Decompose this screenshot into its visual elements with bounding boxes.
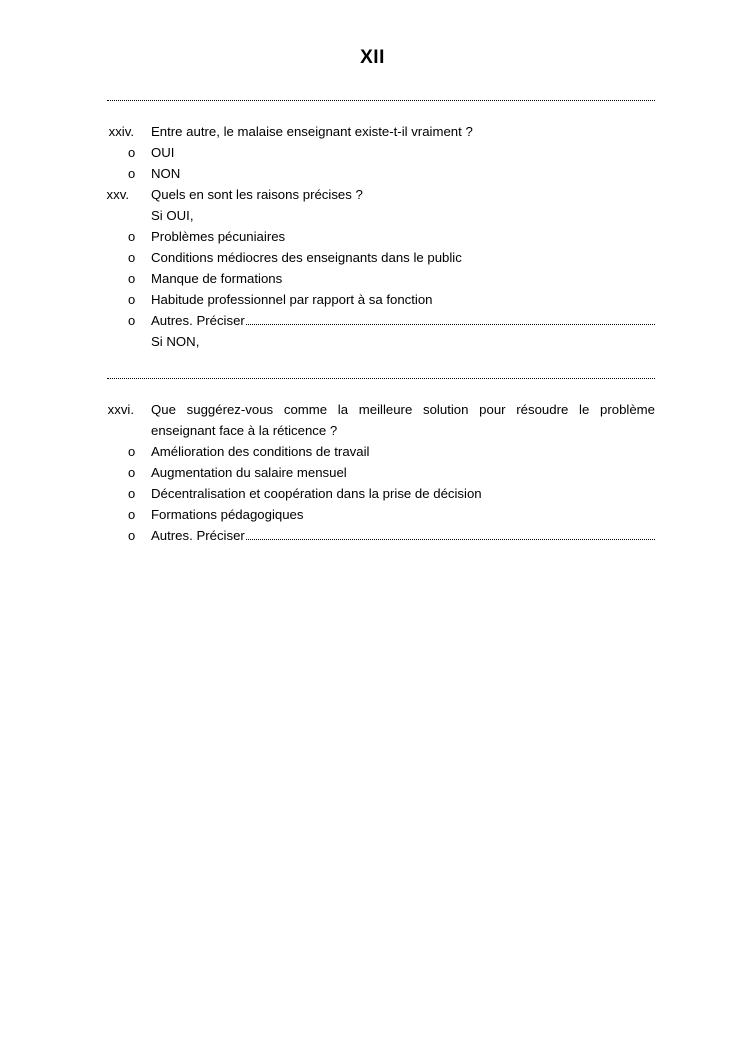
condition-label: Si OUI, xyxy=(151,208,194,223)
option-label: Problèmes pécuniaires xyxy=(151,229,286,244)
option-label: OUI xyxy=(151,145,175,160)
option-row xyxy=(0,483,745,504)
bullet-icon: o xyxy=(128,486,136,501)
question-row xyxy=(0,184,745,205)
option-label: Formations pédagogiques xyxy=(151,507,304,522)
option-label: Autres. Préciser xyxy=(151,528,245,543)
question-text: Que suggérez-vous comme la meilleure solution pour résoudre le problème xyxy=(151,402,655,417)
question-number: xxiv. xyxy=(108,124,134,139)
bullet-icon: o xyxy=(128,507,136,522)
bullet-icon: o xyxy=(128,271,136,286)
bullet-icon: o xyxy=(128,465,136,480)
dotted-fill xyxy=(246,525,655,540)
option-row xyxy=(0,268,745,289)
condition-label: Si NON, xyxy=(151,334,200,349)
bullet-icon: o xyxy=(128,250,136,265)
question-row xyxy=(0,399,745,420)
option-row xyxy=(0,441,745,462)
bullet-icon: o xyxy=(128,444,136,459)
bullet-icon: o xyxy=(128,313,136,328)
option-row xyxy=(0,163,745,184)
page-title: XII xyxy=(360,47,385,68)
option-row xyxy=(0,462,745,483)
fill-in-line xyxy=(151,525,655,546)
bullet-icon: o xyxy=(128,528,136,543)
option-label: Augmentation du salaire mensuel xyxy=(151,465,347,480)
option-row xyxy=(0,525,745,546)
dotted-separator xyxy=(107,93,655,101)
question-text: Entre autre, le malaise enseignant existe-t-il vraiment ? xyxy=(151,124,473,139)
question-row xyxy=(0,121,745,142)
option-row xyxy=(0,247,745,268)
option-label: Autres. Préciser xyxy=(151,313,245,328)
dotted-separator xyxy=(107,371,655,379)
option-row xyxy=(0,142,745,163)
question-row-continued xyxy=(0,420,745,441)
bullet-icon: o xyxy=(128,166,136,181)
condition-row xyxy=(0,331,745,352)
fill-in-line xyxy=(151,310,655,331)
condition-row xyxy=(0,205,745,226)
option-row xyxy=(0,504,745,525)
option-label: Manque de formations xyxy=(151,271,283,286)
bullet-icon: o xyxy=(128,229,136,244)
option-label: Amélioration des conditions de travail xyxy=(151,444,370,459)
question-number: xxvi. xyxy=(107,402,134,417)
question-text: enseignant face à la réticence ? xyxy=(151,423,338,438)
bullet-icon: o xyxy=(128,292,136,307)
question-text: Quels en sont les raisons précises ? xyxy=(151,187,363,202)
option-label: NON xyxy=(151,166,181,181)
dotted-fill xyxy=(246,310,655,325)
question-number: xxv. xyxy=(106,187,129,202)
option-row xyxy=(0,226,745,247)
option-row xyxy=(0,310,745,331)
option-label: Conditions médiocres des enseignants dans le public xyxy=(151,250,462,265)
option-label: Décentralisation et coopération dans la prise de décision xyxy=(151,486,482,501)
option-row xyxy=(0,289,745,310)
option-label: Habitude professionnel par rapport à sa fonction xyxy=(151,292,433,307)
bullet-icon: o xyxy=(128,145,136,160)
